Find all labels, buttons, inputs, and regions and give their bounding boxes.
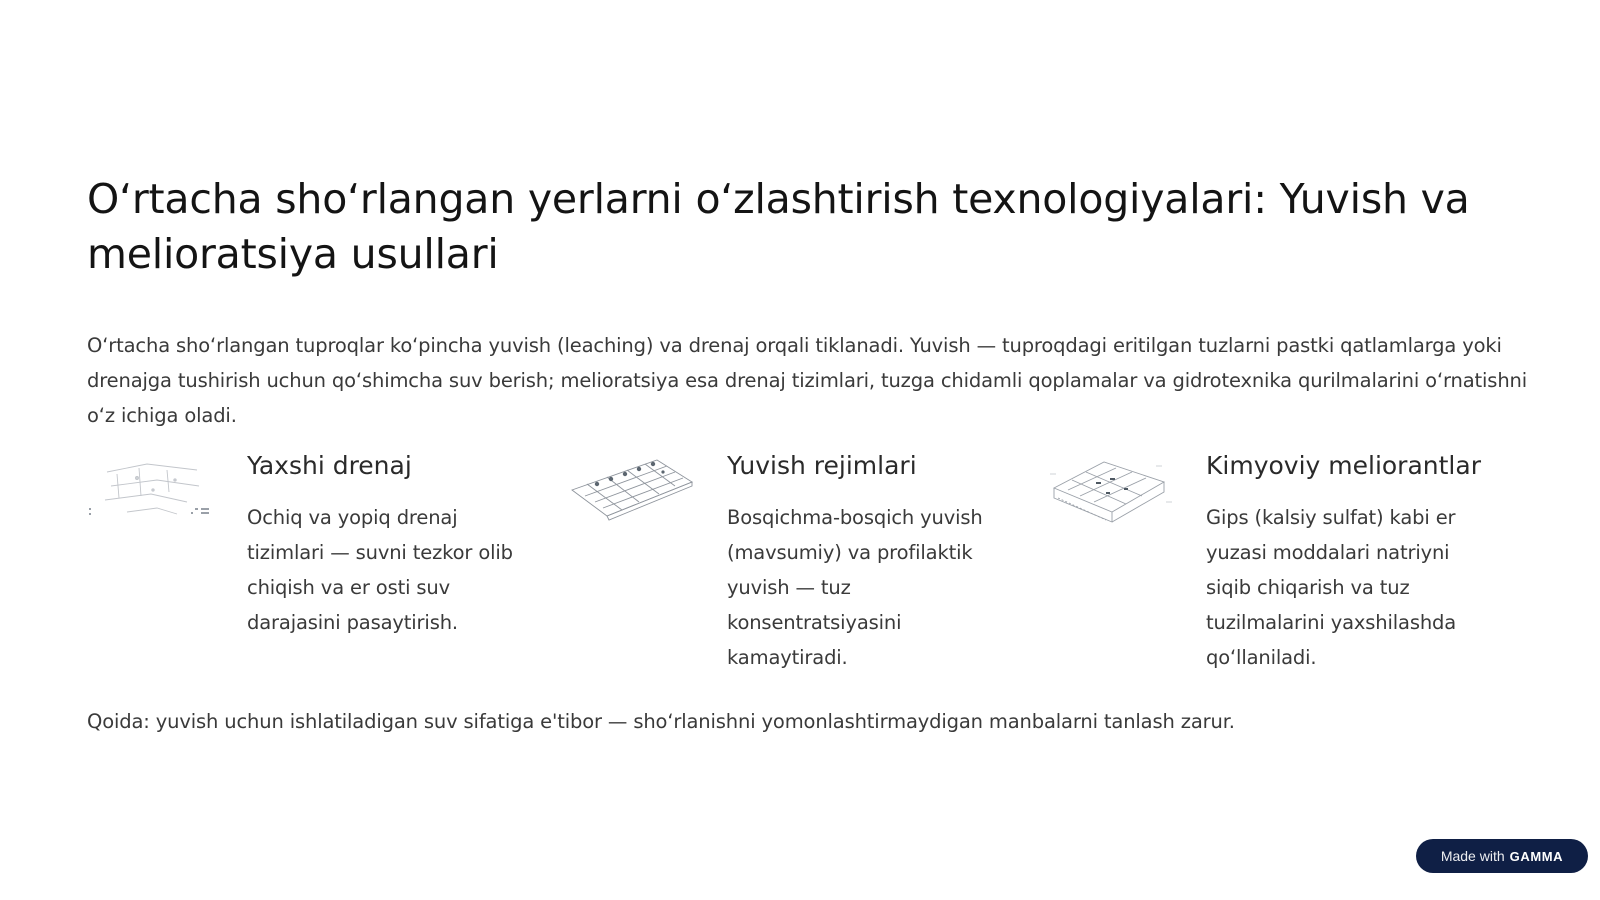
soil-layer-sketch-icon [1046, 452, 1176, 532]
card-ameliorants [1046, 448, 1506, 678]
card-text-leaching: Bosqichma-bosqich yuvish (mavsumiy) va profilaktik yuvish — tuz konsentratsiyasini kamaytiradi. [727, 506, 983, 669]
page-title: O‘rtacha sho‘rlangan yerlarni o‘zlashtirish texnologiyalari: Yuvish va melioratsiya usullari [87, 175, 1470, 278]
card-drainage [87, 448, 547, 678]
rule-note: Qoida: yuvish uchun ishlatiladigan suv sifatiga e'tibor — sho‘rlanishni yomonlashtirmaydigan manbalarni tanlash zarur. [87, 710, 1235, 733]
card-title-drainage: Yaxshi drenaj [247, 451, 412, 480]
card-leaching [567, 448, 1027, 678]
intro-paragraph: O‘rtacha sho‘rlangan tuproqlar ko‘pincha yuvish (leaching) va drenaj orqali tiklanadi. Yuvish — tuproqdagi eritilgan tuzlarni pastki qatlamlarga yoki drenajga tushirish uchun qo‘shimcha suv berish; melioratsiya esa drenaj tizimlari, tuzga chidamli qoplamalar va gidrotexnika qurilmalarini o‘rnatishni o‘z ichiga oladi. [87, 334, 1528, 427]
made-with-gamma-badge[interactable] [1416, 839, 1588, 873]
field-plots-sketch-icon [567, 452, 697, 532]
badge-brand-label: GAMMA [1509, 848, 1564, 864]
card-text-drainage: Ochiq va yopiq drenaj tizimlari — suvni tezkor olib chiqish va er osti suv darajasini pasaytirish. [247, 506, 513, 634]
drainage-sketch-icon [87, 452, 217, 532]
card-text-ameliorants: Gips (kalsiy sulfat) kabi er yuzasi moddalari natriyni siqib chiqarish va tuz tuzilmalarini yaxshilashda qo‘llaniladi. [1206, 506, 1457, 669]
card-title-leaching: Yuvish rejimlari [727, 451, 917, 480]
badge-made-with-label: Made with [1440, 848, 1505, 864]
card-title-ameliorants: Kimyoviy meliorantlar [1206, 451, 1481, 480]
